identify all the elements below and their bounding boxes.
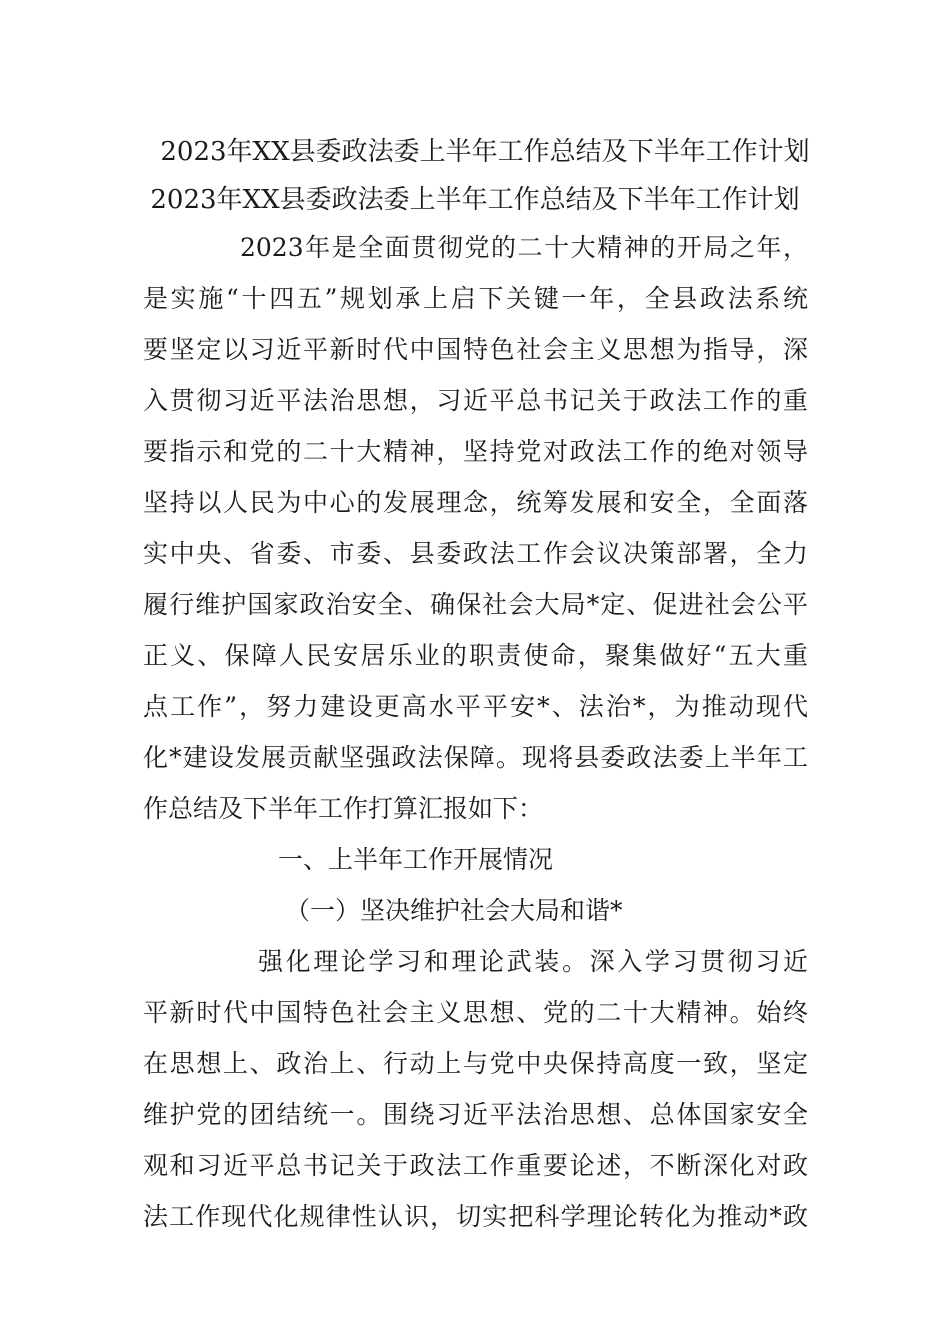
paragraph-line: 正义、保障人民安居乐业的职责使命，聚集做好“五大重 [143, 641, 808, 670]
paragraph-line: 强化理论学习和理论武装。深入学习贯彻习近 [258, 947, 808, 976]
paragraph-line: 实中央、省委、市委、县委政法工作会议决策部署，全力 [143, 539, 808, 568]
paragraph-line: 观和习近平总书记关于政法工作重要论述，不断深化对政 [143, 1151, 808, 1180]
paragraph-line: 要坚定以习近平新时代中国特色社会主义思想为指导，深 [143, 335, 808, 364]
paragraph-line: 履行维护国家政治安全、确保社会大局*定、促进社会公平 [143, 590, 808, 619]
document-title: 2023年XX县委政法委上半年工作总结及下半年工作计划 [160, 137, 810, 167]
paragraph-line: 点工作”，努力建设更高水平平安*、法治*，为推动现代 [143, 692, 808, 721]
paragraph-line: 2023年是全面贯彻党的二十大精神的开局之年， [240, 233, 808, 262]
section-heading: 一、上半年工作开展情况 [278, 845, 554, 874]
paragraph-line: 要指示和党的二十大精神，坚持党对政法工作的绝对领导 [143, 437, 808, 466]
paragraph-line: 平新时代中国特色社会主义思想、党的二十大精神。始终 [143, 998, 808, 1027]
paragraph-line: 坚持以人民为中心的发展理念，统筹发展和安全，全面落 [143, 488, 808, 517]
paragraph-line: 入贯彻习近平法治思想，习近平总书记关于政法工作的重 [143, 386, 808, 415]
subsection-heading: （一）坚决维护社会大局和谐* [285, 896, 623, 925]
paragraph-line: 是实施“十四五”规划承上启下关键一年，全县政法系统 [143, 284, 808, 313]
paragraph-line: 维护党的团结统一。围绕习近平法治思想、总体国家安全 [143, 1100, 808, 1129]
paragraph-line: 化*建设发展贡献坚强政法保障。现将县委政法委上半年工 [143, 743, 808, 772]
paragraph-line: 法工作现代化规律性认识，切实把科学理论转化为推动*政 [143, 1202, 808, 1231]
document-title-repeat: 2023年XX县委政法委上半年工作总结及下半年工作计划 [150, 185, 800, 215]
paragraph-line: 作总结及下半年工作打算汇报如下： [143, 794, 544, 823]
paragraph-line: 在思想上、政治上、行动上与党中央保持高度一致，坚定 [143, 1049, 808, 1078]
